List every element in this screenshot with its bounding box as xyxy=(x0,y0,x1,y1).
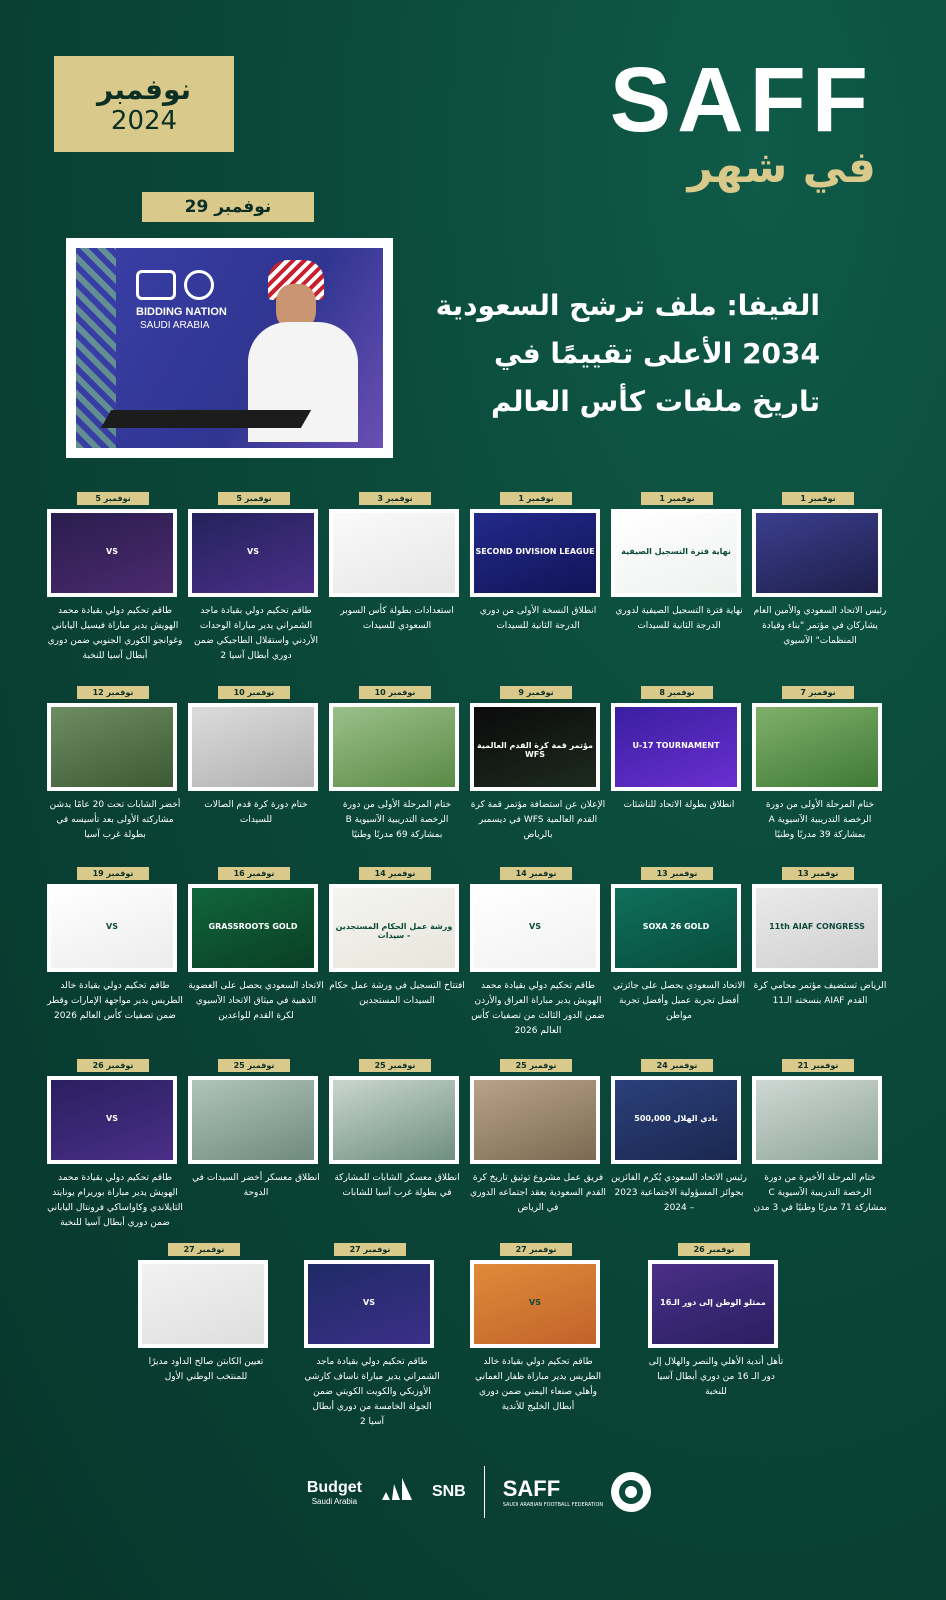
card-date: 1 نوفمبر xyxy=(641,492,713,505)
card-date: 19 نوفمبر xyxy=(77,867,149,880)
card-date: 27 نوفمبر xyxy=(168,1243,240,1256)
card-caption: ختام المرحلة الأخيرة من دورة الرخصة التدريبية الآسيوية C بمشاركة 71 مدربًا وطنيًا في 3 مدن xyxy=(753,1173,887,1213)
hero-photo xyxy=(66,238,393,458)
card-thumbnail xyxy=(752,509,882,597)
saff-ball-icon xyxy=(609,1470,653,1514)
sponsor-snb: SNB xyxy=(431,1483,466,1500)
card-date: 5 نوفمبر xyxy=(218,492,290,505)
sponsor-budget-name: Budget xyxy=(306,1478,362,1496)
card-thumbnail xyxy=(329,509,459,597)
card-thumbnail xyxy=(470,703,600,791)
card-caption: انطلاق النسخة الأولى من دوري الدرجة الثانية للسيدات xyxy=(479,606,597,631)
card-thumbnail xyxy=(47,509,177,597)
card-date: 25 نوفمبر xyxy=(218,1059,290,1072)
card-thumbnail xyxy=(47,703,177,791)
card-caption: نهاية فترة التسجيل الصيفية لدوري الدرجة الثانية للسيدات xyxy=(615,606,743,631)
card-date: 9 نوفمبر xyxy=(500,686,572,699)
card-date: 26 نوفمبر xyxy=(678,1243,750,1256)
card-caption: طاقم تحكيم دولي بقيادة خالد الطريس يدير مواجهة الإمارات وقطر ضمن تصفيات كأس العالم 2026 xyxy=(47,981,183,1021)
card-caption: الاتحاد السعودي يحصل على جائزتي أفضل تجربة عميل وأفضل تجربة مواطن xyxy=(612,981,746,1021)
card-date: 27 نوفمبر xyxy=(500,1243,572,1256)
sponsor-budget-sub: Saudi Arabia xyxy=(311,1496,358,1506)
card-date: 13 نوفمبر xyxy=(782,867,854,880)
card-caption: طاقم تحكيم دولي بقيادة محمد الهويش يدير مباراة فيسيل الياباني وغوانجو الكوري الجنوبي ضمن دوري أبطال آسيا للنخبة xyxy=(47,606,183,661)
card-thumbnail xyxy=(611,1076,741,1164)
card-date: 12 نوفمبر xyxy=(77,686,149,699)
card-thumbnail-text: SECOND DIVISION LEAGUE xyxy=(475,547,595,556)
card-thumbnail xyxy=(188,1076,318,1164)
card-caption: فريق عمل مشروع توثيق تاريخ كرة القدم السعودية يعقد اجتماعه الدوري في الرياض xyxy=(470,1173,606,1213)
hero-date: 29 نوفمبر xyxy=(142,192,314,222)
card-date: 14 نوفمبر xyxy=(500,867,572,880)
hero-headline: الفيفا: ملف ترشح السعودية 2034 الأعلى تقييمًا في تاريخ ملفات كأس العالم xyxy=(435,289,820,418)
card-caption: طاقم تحكيم دولي بقيادة خالد الطريس يدير مباراة ظفار العماني وأهلي صنعاء اليمني ضمن دوري أبطال الخليج للأندية xyxy=(475,1357,601,1412)
card-thumbnail xyxy=(304,1260,434,1348)
card-caption: رئيس الاتحاد السعودي والأمين العام يشاركان في مؤتمر "بناء وقيادة المنظمات" الآسيوي xyxy=(753,606,887,646)
card-date: 25 نوفمبر xyxy=(500,1059,572,1072)
adidas-icon xyxy=(380,1478,414,1502)
card-thumbnail-text: VS xyxy=(106,547,118,556)
card-caption: طاقم تحكيم دولي بقيادة ماجد الشمراني يدير مباراة الوحدات الأردني واستقلال الطاجيكي ضمن دوري أبطال آسيا 2 xyxy=(194,606,318,661)
month-box xyxy=(54,56,234,152)
card-caption: تعيين الكابتن صالح الداود مديرًا للمنتخب الوطني الأول xyxy=(148,1357,264,1382)
card-thumbnail xyxy=(138,1260,268,1348)
card-thumbnail-text: VS xyxy=(247,547,259,556)
card-thumbnail xyxy=(752,1076,882,1164)
card-thumbnail-text: VS xyxy=(529,922,541,931)
card-caption: أخضر الشابات تحت 20 عامًا يدشن مشاركته الأولى بعد تأسيسه في بطولة غرب آسيا xyxy=(49,800,181,840)
month-label: نوفمبر xyxy=(96,72,192,106)
footer-brand-sub: SAUDI ARABIAN FOOTBALL FEDERATION xyxy=(502,1502,604,1508)
card-thumbnail-text: U-17 TOURNAMENT xyxy=(632,741,720,750)
year-label: 2024 xyxy=(110,105,178,136)
card-thumbnail-text: مؤتمر قمة كرة القدم العالمية WFS xyxy=(477,741,593,759)
card-caption: استعدادات بطولة كأس السوبر السعودي للسيدات xyxy=(340,606,454,631)
saff-logo xyxy=(503,1470,653,1514)
sponsor-adidas xyxy=(380,1478,414,1507)
card-date: 8 نوفمبر xyxy=(641,686,713,699)
card-date: 16 نوفمبر xyxy=(218,867,290,880)
card-thumbnail xyxy=(188,509,318,597)
card-thumbnail xyxy=(648,1260,778,1348)
card-thumbnail-text: ورشة عمل الحكام المستجدين - سيدات xyxy=(335,922,453,940)
card-thumbnail xyxy=(470,509,600,597)
card-thumbnail xyxy=(470,884,600,972)
card-thumbnail-text: GRASSROOTS GOLD xyxy=(208,922,298,931)
card-thumbnail-text: VS xyxy=(363,1298,375,1307)
card-date: 14 نوفمبر xyxy=(359,867,431,880)
card-caption: طاقم تحكيم دولي بقيادة ماجد الشمراني يدير مباراة ناساف كارشي الأوزبكي والكويت الكويتي ضمن الجولة الخامسة من دوري أبطال آسيا 2 xyxy=(304,1357,440,1427)
card-date: 7 نوفمبر xyxy=(782,686,854,699)
card-thumbnail-text: SOXA 26 GOLD xyxy=(642,922,710,931)
card-date: 10 نوفمبر xyxy=(359,686,431,699)
hero-photo-text-2: SAUDI ARABIA xyxy=(140,320,210,331)
hero-photo-text-1: BIDDING NATION xyxy=(136,306,227,318)
card-date: 5 نوفمبر xyxy=(77,492,149,505)
card-date: 25 نوفمبر xyxy=(359,1059,431,1072)
card-thumbnail xyxy=(188,884,318,972)
card-caption: انطلاق معسكر الشابات للمشاركة في بطولة غرب آسيا للشابات xyxy=(334,1173,460,1198)
card-date: 24 نوفمبر xyxy=(641,1059,713,1072)
card-thumbnail-text: نادي الهلال 500,000 xyxy=(634,1114,718,1123)
card-caption: ختام دورة كرة قدم الصالات للسيدات xyxy=(204,800,308,825)
card-thumbnail xyxy=(611,703,741,791)
card-thumbnail-text: VS xyxy=(106,922,118,931)
card-caption: تأهل أندية الأهلي والنصر والهلال إلى دور الـ 16 من دوري أبطال آسيا للنخبة xyxy=(648,1357,784,1397)
card-caption: طاقم تحكيم دولي بقيادة محمد الهويش يدير مباراة بوريرام يونايتد التايلاندي وكاواساكي فرونتال الياباني ضمن دوري أبطال آسيا للنخبة xyxy=(47,1173,183,1228)
card-thumbnail xyxy=(611,509,741,597)
card-date: 10 نوفمبر xyxy=(218,686,290,699)
card-caption: الاتحاد السعودي يحصل على العضوية الذهبية في ميثاق الاتحاد الآسيوي لكرة القدم للواعدين xyxy=(188,981,324,1021)
card-thumbnail-text: ممثلو الوطن إلى دور الـ16 xyxy=(660,1298,766,1307)
card-date: 3 نوفمبر xyxy=(359,492,431,505)
card-date: 21 نوفمبر xyxy=(782,1059,854,1072)
card-thumbnail-text: VS xyxy=(529,1298,541,1307)
card-caption: ختام المرحلة الأولى من دورة الرخصة التدريبية الآسيوية B بمشاركة 69 مدربًا وطنيًا xyxy=(342,800,452,840)
subtitle: في شهر xyxy=(687,142,876,193)
footer-divider xyxy=(484,1466,485,1518)
card-date: 1 نوفمبر xyxy=(782,492,854,505)
card-thumbnail xyxy=(470,1260,600,1348)
card-thumbnail xyxy=(611,884,741,972)
card-thumbnail xyxy=(188,703,318,791)
card-thumbnail xyxy=(329,884,459,972)
card-caption: ختام المرحلة الأولى من دورة الرخصة التدريبية الآسيوية A بمشاركة 39 مدربًا وطنيًا xyxy=(765,800,875,840)
card-thumbnail-text: VS xyxy=(106,1114,118,1123)
card-date: 27 نوفمبر xyxy=(334,1243,406,1256)
card-thumbnail xyxy=(47,1076,177,1164)
card-thumbnail xyxy=(329,703,459,791)
card-thumbnail xyxy=(329,1076,459,1164)
card-thumbnail-text: نهاية فترة التسجيل الصيفية xyxy=(621,547,731,556)
card-caption: الرياض تستضيف مؤتمر محامي كرة القدم AIAF بنسخته الـ11 xyxy=(753,981,887,1006)
card-thumbnail xyxy=(752,884,882,972)
card-caption: انطلاق معسكر أخضر السيدات في الدوحة xyxy=(192,1173,320,1198)
card-caption: الإعلان عن استضافة مؤتمر قمة كرة القدم العالمية WFS في ديسمبر بالرياض xyxy=(470,800,606,840)
card-date: 13 نوفمبر xyxy=(641,867,713,880)
sponsor-budget xyxy=(307,1479,362,1506)
footer xyxy=(280,1462,680,1522)
brand-title: SAFF xyxy=(609,49,874,151)
card-caption: انطلاق بطولة الاتحاد للناشئات xyxy=(623,800,735,810)
card-thumbnail xyxy=(470,1076,600,1164)
card-caption: رئيس الاتحاد السعودي يُكرم الفائزين بجوائز المسؤولية الاجتماعية 2023 – 2024 xyxy=(611,1173,747,1213)
card-thumbnail xyxy=(47,884,177,972)
card-thumbnail xyxy=(752,703,882,791)
card-date: 1 نوفمبر xyxy=(500,492,572,505)
footer-brand: SAFF xyxy=(502,1476,561,1501)
card-caption: افتتاح التسجيل في ورشة عمل حكام السيدات المستجدين xyxy=(329,981,465,1006)
card-date: 26 نوفمبر xyxy=(77,1059,149,1072)
card-caption: طاقم تحكيم دولي بقيادة محمد الهويش يدير مباراة العراق والأردن ضمن الدور الثالث من تصفيات كأس العالم 2026 xyxy=(471,981,605,1036)
card-thumbnail-text: 11th AIAF CONGRESS xyxy=(769,922,865,931)
